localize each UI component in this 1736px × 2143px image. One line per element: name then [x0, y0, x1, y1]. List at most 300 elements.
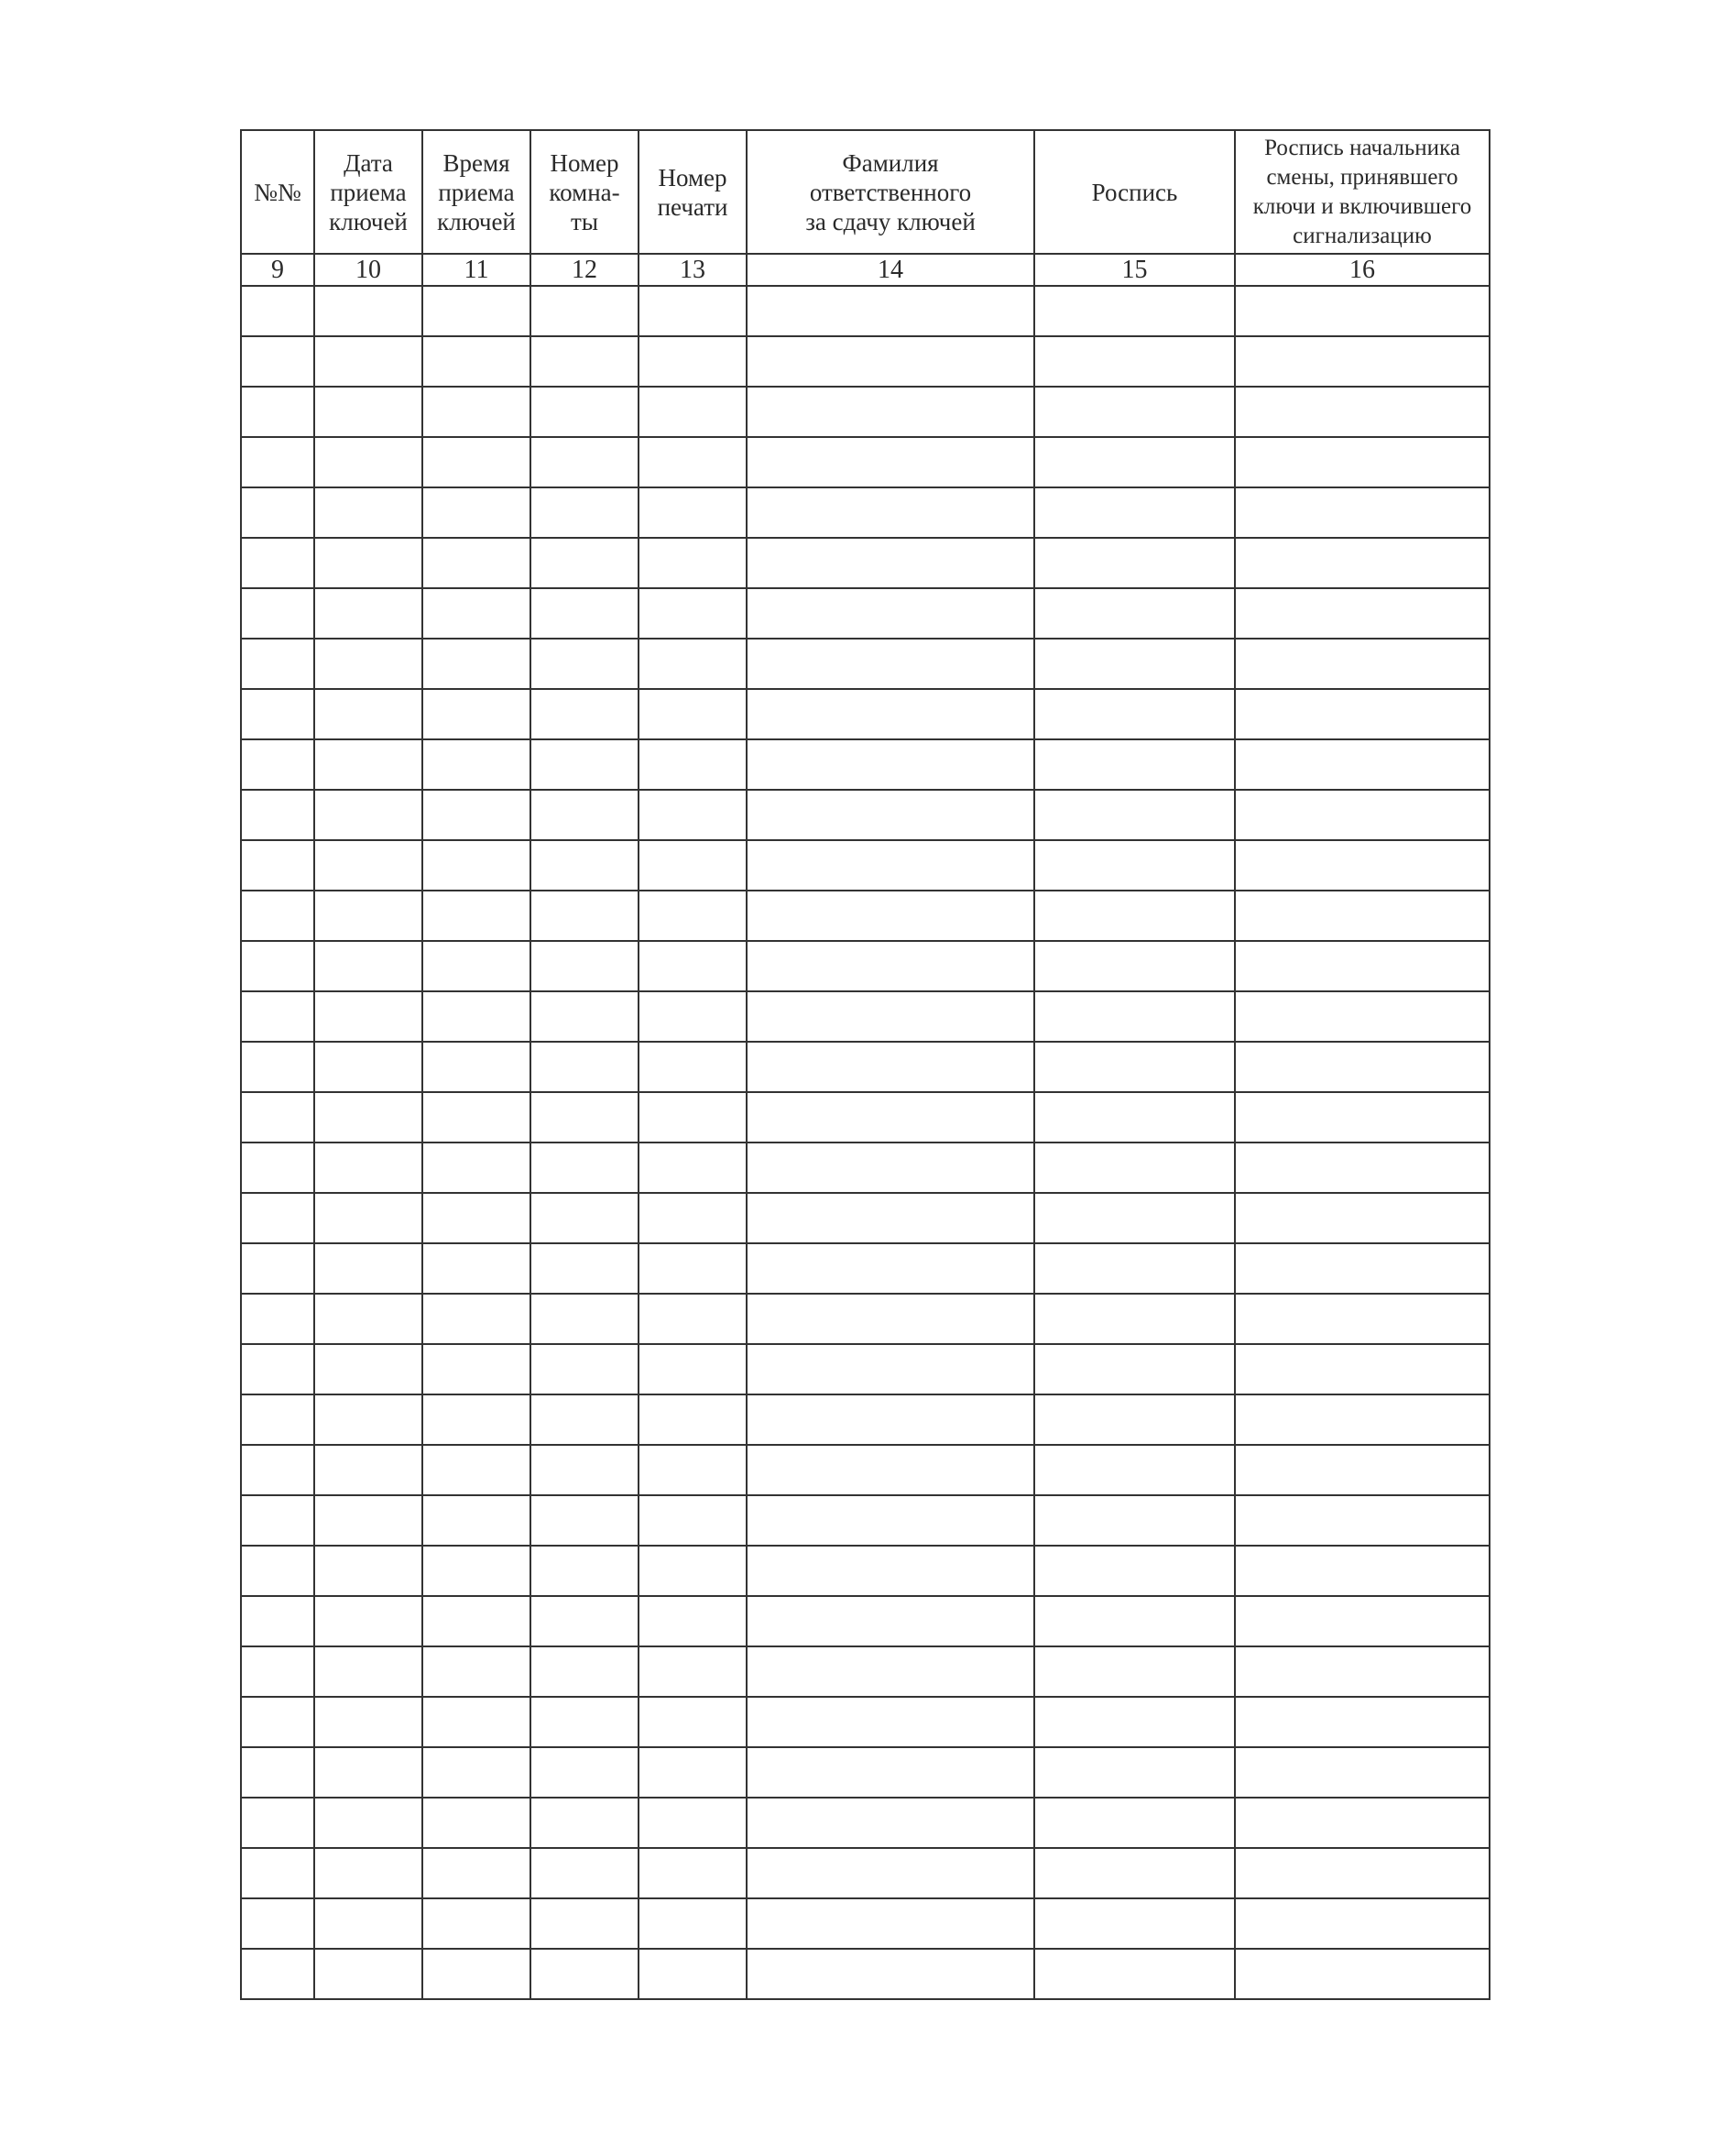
column-number: 11: [422, 254, 530, 286]
table-cell[interactable]: [314, 1042, 422, 1092]
table-cell[interactable]: [241, 1898, 314, 1949]
table-cell[interactable]: [747, 1042, 1034, 1092]
table-cell[interactable]: [530, 1596, 639, 1646]
table-cell[interactable]: [314, 1394, 422, 1445]
table-cell[interactable]: [747, 1596, 1034, 1646]
table-cell[interactable]: [530, 840, 639, 891]
table-cell[interactable]: [1034, 840, 1235, 891]
table-cell[interactable]: [241, 1344, 314, 1394]
table-row: [241, 1798, 1490, 1848]
table-cell[interactable]: [747, 1394, 1034, 1445]
table-cell[interactable]: [1235, 1646, 1490, 1697]
table-cell[interactable]: [747, 1294, 1034, 1344]
table-cell[interactable]: [314, 588, 422, 639]
table-cell[interactable]: [1235, 1747, 1490, 1798]
table-cell[interactable]: [1034, 991, 1235, 1042]
table-cell[interactable]: [747, 1445, 1034, 1495]
table-row: [241, 1848, 1490, 1898]
table-cell[interactable]: [747, 437, 1034, 487]
table-cell[interactable]: [639, 1596, 747, 1646]
table-cell[interactable]: [1235, 487, 1490, 538]
table-cell[interactable]: [1235, 286, 1490, 336]
table-cell[interactable]: [747, 538, 1034, 588]
table-cell[interactable]: [530, 739, 639, 790]
table-cell[interactable]: [314, 840, 422, 891]
table-cell[interactable]: [530, 1546, 639, 1596]
table-cell[interactable]: [314, 1294, 422, 1344]
header-line: Дата: [344, 148, 393, 177]
table-cell[interactable]: [747, 991, 1034, 1042]
table-cell[interactable]: [1034, 1445, 1235, 1495]
table-cell[interactable]: [639, 1747, 747, 1798]
table-cell[interactable]: [747, 1193, 1034, 1243]
table-cell[interactable]: [422, 1646, 530, 1697]
table-cell[interactable]: [1034, 1949, 1235, 1999]
table-cell[interactable]: [747, 1243, 1034, 1294]
table-cell[interactable]: [422, 1092, 530, 1143]
table-cell[interactable]: [1034, 1646, 1235, 1697]
table-cell[interactable]: [530, 1798, 639, 1848]
header-line: ты: [571, 207, 598, 235]
table-cell[interactable]: [1034, 1596, 1235, 1646]
table-cell[interactable]: [747, 1092, 1034, 1143]
table-cell[interactable]: [241, 588, 314, 639]
table-cell[interactable]: [747, 639, 1034, 689]
table-cell[interactable]: [241, 1596, 314, 1646]
table-cell[interactable]: [1235, 1697, 1490, 1747]
table-cell[interactable]: [422, 689, 530, 739]
table-cell[interactable]: [639, 1546, 747, 1596]
table-cell[interactable]: [530, 1445, 639, 1495]
table-cell[interactable]: [530, 1344, 639, 1394]
table-cell[interactable]: [422, 840, 530, 891]
table-cell[interactable]: [314, 1949, 422, 1999]
table-cell[interactable]: [1235, 1949, 1490, 1999]
table-cell[interactable]: [1235, 1546, 1490, 1596]
table-cell[interactable]: [639, 1243, 747, 1294]
table-cell[interactable]: [314, 991, 422, 1042]
table-cell[interactable]: [639, 1143, 747, 1193]
table-cell[interactable]: [1235, 1898, 1490, 1949]
table-cell[interactable]: [241, 739, 314, 790]
column-header: [1034, 130, 1235, 254]
table-cell[interactable]: [241, 891, 314, 941]
table-cell[interactable]: [1034, 739, 1235, 790]
table-cell[interactable]: [747, 387, 1034, 437]
table-cell[interactable]: [1034, 1243, 1235, 1294]
table-cell[interactable]: [1235, 1495, 1490, 1546]
table-cell[interactable]: [422, 1344, 530, 1394]
table-cell[interactable]: [1034, 538, 1235, 588]
key-log-table: [240, 129, 1490, 2000]
table-cell[interactable]: [314, 1596, 422, 1646]
table-cell[interactable]: [747, 1697, 1034, 1747]
table-cell[interactable]: [639, 739, 747, 790]
table-cell[interactable]: [639, 639, 747, 689]
table-cell[interactable]: [530, 437, 639, 487]
table-cell[interactable]: [1034, 1747, 1235, 1798]
table-cell[interactable]: [241, 941, 314, 991]
table-cell[interactable]: [241, 790, 314, 840]
table-cell[interactable]: [747, 487, 1034, 538]
table-cell[interactable]: [241, 1848, 314, 1898]
table-cell[interactable]: [241, 286, 314, 336]
table-cell[interactable]: [422, 1848, 530, 1898]
table-cell[interactable]: [1235, 941, 1490, 991]
table-cell[interactable]: [639, 991, 747, 1042]
table-cell[interactable]: [241, 437, 314, 487]
table-cell[interactable]: [1235, 1596, 1490, 1646]
table-cell[interactable]: [422, 437, 530, 487]
table-cell[interactable]: [314, 1646, 422, 1697]
table-cell[interactable]: [422, 1898, 530, 1949]
table-cell[interactable]: [747, 588, 1034, 639]
table-cell[interactable]: [747, 1848, 1034, 1898]
table-cell[interactable]: [747, 1747, 1034, 1798]
table-cell[interactable]: [314, 1697, 422, 1747]
table-cell[interactable]: [241, 840, 314, 891]
table-cell[interactable]: [530, 991, 639, 1042]
table-cell[interactable]: [422, 1949, 530, 1999]
table-cell[interactable]: [1235, 588, 1490, 639]
table-cell[interactable]: [530, 1747, 639, 1798]
table-cell[interactable]: [1034, 1898, 1235, 1949]
table-cell[interactable]: [314, 1193, 422, 1243]
table-cell[interactable]: [1235, 639, 1490, 689]
header-line: Номер: [550, 148, 619, 177]
table-cell[interactable]: [530, 891, 639, 941]
table-cell[interactable]: [314, 1344, 422, 1394]
table-cell[interactable]: [1235, 387, 1490, 437]
table-cell[interactable]: [747, 941, 1034, 991]
table-cell[interactable]: [530, 1495, 639, 1546]
table-cell[interactable]: [422, 1394, 530, 1445]
header-line: Время: [442, 148, 510, 177]
table-cell[interactable]: [747, 1546, 1034, 1596]
table-cell[interactable]: [241, 487, 314, 538]
table-cell[interactable]: [422, 790, 530, 840]
table-cell[interactable]: [241, 639, 314, 689]
table-cell[interactable]: [1034, 1042, 1235, 1092]
table-cell[interactable]: [1235, 1243, 1490, 1294]
table-cell[interactable]: [314, 437, 422, 487]
table-row: [241, 840, 1490, 891]
table-cell[interactable]: [314, 689, 422, 739]
table-cell[interactable]: [639, 891, 747, 941]
table-cell[interactable]: [639, 1193, 747, 1243]
table-cell[interactable]: [1034, 891, 1235, 941]
table-cell[interactable]: [241, 1646, 314, 1697]
table-cell[interactable]: [1034, 1697, 1235, 1747]
table-cell[interactable]: [530, 1646, 639, 1697]
table-cell[interactable]: [639, 1445, 747, 1495]
header-line: приема: [330, 178, 407, 206]
table-cell[interactable]: [1034, 336, 1235, 387]
table-cell[interactable]: [422, 1596, 530, 1646]
table-cell[interactable]: [530, 689, 639, 739]
table-cell[interactable]: [422, 1193, 530, 1243]
table-cell[interactable]: [314, 941, 422, 991]
table-cell[interactable]: [1235, 991, 1490, 1042]
table-cell[interactable]: [422, 639, 530, 689]
table-cell[interactable]: [241, 991, 314, 1042]
table-cell[interactable]: [1034, 437, 1235, 487]
table-cell[interactable]: [314, 1092, 422, 1143]
table-cell[interactable]: [314, 336, 422, 387]
table-cell[interactable]: [639, 1092, 747, 1143]
table-cell[interactable]: [530, 941, 639, 991]
table-cell[interactable]: [422, 941, 530, 991]
table-cell[interactable]: [422, 336, 530, 387]
table-cell[interactable]: [314, 1747, 422, 1798]
table-cell[interactable]: [241, 387, 314, 437]
table-cell[interactable]: [1235, 538, 1490, 588]
table-cell[interactable]: [241, 1243, 314, 1294]
table-cell[interactable]: [241, 1394, 314, 1445]
table-cell[interactable]: [747, 1143, 1034, 1193]
table-cell[interactable]: [241, 538, 314, 588]
table-cell[interactable]: [314, 1143, 422, 1193]
table-cell[interactable]: [1034, 689, 1235, 739]
table-cell[interactable]: [747, 1646, 1034, 1697]
table-cell[interactable]: [422, 487, 530, 538]
table-cell[interactable]: [639, 588, 747, 639]
table-cell[interactable]: [747, 1344, 1034, 1394]
table-cell[interactable]: [314, 487, 422, 538]
table-cell[interactable]: [314, 1848, 422, 1898]
table-cell[interactable]: [422, 588, 530, 639]
table-cell[interactable]: [241, 1143, 314, 1193]
table-cell[interactable]: [530, 336, 639, 387]
table-body: [241, 286, 1490, 1999]
table-cell[interactable]: [530, 639, 639, 689]
table-cell[interactable]: [747, 739, 1034, 790]
table-cell[interactable]: [747, 1949, 1034, 1999]
table-cell[interactable]: [422, 1294, 530, 1344]
table-cell[interactable]: [639, 1394, 747, 1445]
table-cell[interactable]: [241, 1747, 314, 1798]
column-header: [1235, 130, 1490, 254]
table-cell[interactable]: [1235, 1143, 1490, 1193]
table-cell[interactable]: [530, 1898, 639, 1949]
table-row: [241, 1445, 1490, 1495]
table-cell[interactable]: [530, 387, 639, 437]
table-cell[interactable]: [314, 790, 422, 840]
table-cell[interactable]: [241, 1697, 314, 1747]
table-cell[interactable]: [1034, 286, 1235, 336]
table-cell[interactable]: [241, 336, 314, 387]
table-cell[interactable]: [1034, 387, 1235, 437]
table-cell[interactable]: [1235, 1798, 1490, 1848]
table-cell[interactable]: [639, 1949, 747, 1999]
table-cell[interactable]: [422, 1546, 530, 1596]
table-cell[interactable]: [1034, 1394, 1235, 1445]
table-cell[interactable]: [639, 538, 747, 588]
table-cell[interactable]: [1034, 1848, 1235, 1898]
table-cell[interactable]: [422, 538, 530, 588]
table-cell[interactable]: [241, 1495, 314, 1546]
table-cell[interactable]: [639, 1042, 747, 1092]
table-row: [241, 639, 1490, 689]
table-cell[interactable]: [1235, 1344, 1490, 1394]
table-cell[interactable]: [422, 991, 530, 1042]
table-cell[interactable]: [314, 286, 422, 336]
table-cell[interactable]: [241, 1949, 314, 1999]
table-cell[interactable]: [639, 840, 747, 891]
table-cell[interactable]: [1235, 336, 1490, 387]
table-cell[interactable]: [1034, 1294, 1235, 1344]
table-cell[interactable]: [314, 639, 422, 689]
table-cell[interactable]: [530, 790, 639, 840]
table-row: [241, 941, 1490, 991]
table-cell[interactable]: [530, 1143, 639, 1193]
table-row: [241, 487, 1490, 538]
table-cell[interactable]: [639, 1697, 747, 1747]
table-cell[interactable]: [530, 1092, 639, 1143]
table-cell[interactable]: [1235, 1042, 1490, 1092]
table-cell[interactable]: [241, 1042, 314, 1092]
table-cell[interactable]: [314, 739, 422, 790]
table-cell[interactable]: [314, 1898, 422, 1949]
table-cell[interactable]: [241, 1193, 314, 1243]
table-cell[interactable]: [422, 739, 530, 790]
table-cell[interactable]: [1034, 941, 1235, 991]
table-cell[interactable]: [1235, 1394, 1490, 1445]
table-cell[interactable]: [1235, 1294, 1490, 1344]
table-cell[interactable]: [747, 790, 1034, 840]
table-cell[interactable]: [422, 1747, 530, 1798]
table-row: [241, 1697, 1490, 1747]
table-cell[interactable]: [241, 1546, 314, 1596]
table-cell[interactable]: [241, 1445, 314, 1495]
table-cell[interactable]: [422, 1697, 530, 1747]
table-cell[interactable]: [1235, 790, 1490, 840]
table-cell[interactable]: [639, 790, 747, 840]
table-cell[interactable]: [314, 1495, 422, 1546]
table-cell[interactable]: [1235, 1445, 1490, 1495]
table-cell[interactable]: [747, 689, 1034, 739]
table-cell[interactable]: [1034, 588, 1235, 639]
table-cell[interactable]: [1034, 1798, 1235, 1848]
table-cell[interactable]: [1034, 1344, 1235, 1394]
table-cell[interactable]: [639, 1495, 747, 1546]
table-cell[interactable]: [747, 1495, 1034, 1546]
table-cell[interactable]: [1235, 437, 1490, 487]
table-cell[interactable]: [639, 689, 747, 739]
table-cell[interactable]: [1235, 739, 1490, 790]
table-cell[interactable]: [530, 1042, 639, 1092]
table-row: [241, 286, 1490, 336]
table-cell[interactable]: [747, 1798, 1034, 1848]
table-cell[interactable]: [639, 1848, 747, 1898]
table-row: [241, 1546, 1490, 1596]
table-cell[interactable]: [530, 286, 639, 336]
table-cell[interactable]: [747, 336, 1034, 387]
table-row: [241, 1495, 1490, 1546]
table-cell[interactable]: [639, 437, 747, 487]
table-cell[interactable]: [639, 1798, 747, 1848]
table-cell[interactable]: [530, 487, 639, 538]
table-cell[interactable]: [530, 1697, 639, 1747]
table-cell[interactable]: [1034, 1092, 1235, 1143]
table-cell[interactable]: [1034, 1546, 1235, 1596]
table-cell[interactable]: [1034, 639, 1235, 689]
table-cell[interactable]: [422, 387, 530, 437]
table-cell[interactable]: [314, 538, 422, 588]
table-cell[interactable]: [747, 891, 1034, 941]
table-row: [241, 588, 1490, 639]
table-cell[interactable]: [1235, 1092, 1490, 1143]
table-cell[interactable]: [422, 1798, 530, 1848]
table-cell[interactable]: [639, 1344, 747, 1394]
table-cell[interactable]: [314, 1546, 422, 1596]
table-cell[interactable]: [530, 1193, 639, 1243]
table-cell[interactable]: [422, 1042, 530, 1092]
table-cell[interactable]: [747, 286, 1034, 336]
table-cell[interactable]: [530, 538, 639, 588]
table-cell[interactable]: [747, 840, 1034, 891]
column-number: 14: [747, 254, 1034, 286]
table-cell[interactable]: [1235, 689, 1490, 739]
table-cell[interactable]: [314, 1798, 422, 1848]
column-number: 9: [241, 254, 314, 286]
table-cell[interactable]: [1034, 1495, 1235, 1546]
table-cell[interactable]: [422, 1243, 530, 1294]
table-cell[interactable]: [747, 1898, 1034, 1949]
table-cell[interactable]: [241, 1294, 314, 1344]
table-cell[interactable]: [530, 1294, 639, 1344]
table-cell[interactable]: [422, 1495, 530, 1546]
table-row: [241, 1898, 1490, 1949]
header-line: за сдачу ключей: [805, 207, 976, 235]
table-cell[interactable]: [639, 941, 747, 991]
table-cell[interactable]: [314, 1445, 422, 1495]
table-cell[interactable]: [530, 1243, 639, 1294]
table-row: [241, 1646, 1490, 1697]
table-cell[interactable]: [530, 1394, 639, 1445]
table-cell[interactable]: [1235, 1848, 1490, 1898]
table-cell[interactable]: [639, 1294, 747, 1344]
table-cell[interactable]: [639, 1898, 747, 1949]
table-cell[interactable]: [639, 336, 747, 387]
table-cell[interactable]: [314, 387, 422, 437]
table-cell[interactable]: [530, 1848, 639, 1898]
table-cell[interactable]: [1034, 1193, 1235, 1243]
table-cell[interactable]: [241, 1798, 314, 1848]
table-cell[interactable]: [422, 1445, 530, 1495]
table-cell[interactable]: [314, 1243, 422, 1294]
table-cell[interactable]: [241, 689, 314, 739]
table-cell[interactable]: [1235, 1193, 1490, 1243]
table-cell[interactable]: [422, 286, 530, 336]
table-cell[interactable]: [530, 588, 639, 639]
table-cell[interactable]: [639, 487, 747, 538]
table-cell[interactable]: [639, 387, 747, 437]
table-cell[interactable]: [1034, 487, 1235, 538]
table-row: [241, 790, 1490, 840]
table-cell[interactable]: [639, 1646, 747, 1697]
table-cell[interactable]: [422, 1143, 530, 1193]
table-cell[interactable]: [1034, 1143, 1235, 1193]
table-cell[interactable]: [241, 1092, 314, 1143]
table-cell[interactable]: [1235, 840, 1490, 891]
table-cell[interactable]: [639, 286, 747, 336]
table-cell[interactable]: [422, 891, 530, 941]
table-cell[interactable]: [314, 891, 422, 941]
table-cell[interactable]: [1235, 891, 1490, 941]
table-cell[interactable]: [530, 1949, 639, 1999]
table-cell[interactable]: [1034, 790, 1235, 840]
